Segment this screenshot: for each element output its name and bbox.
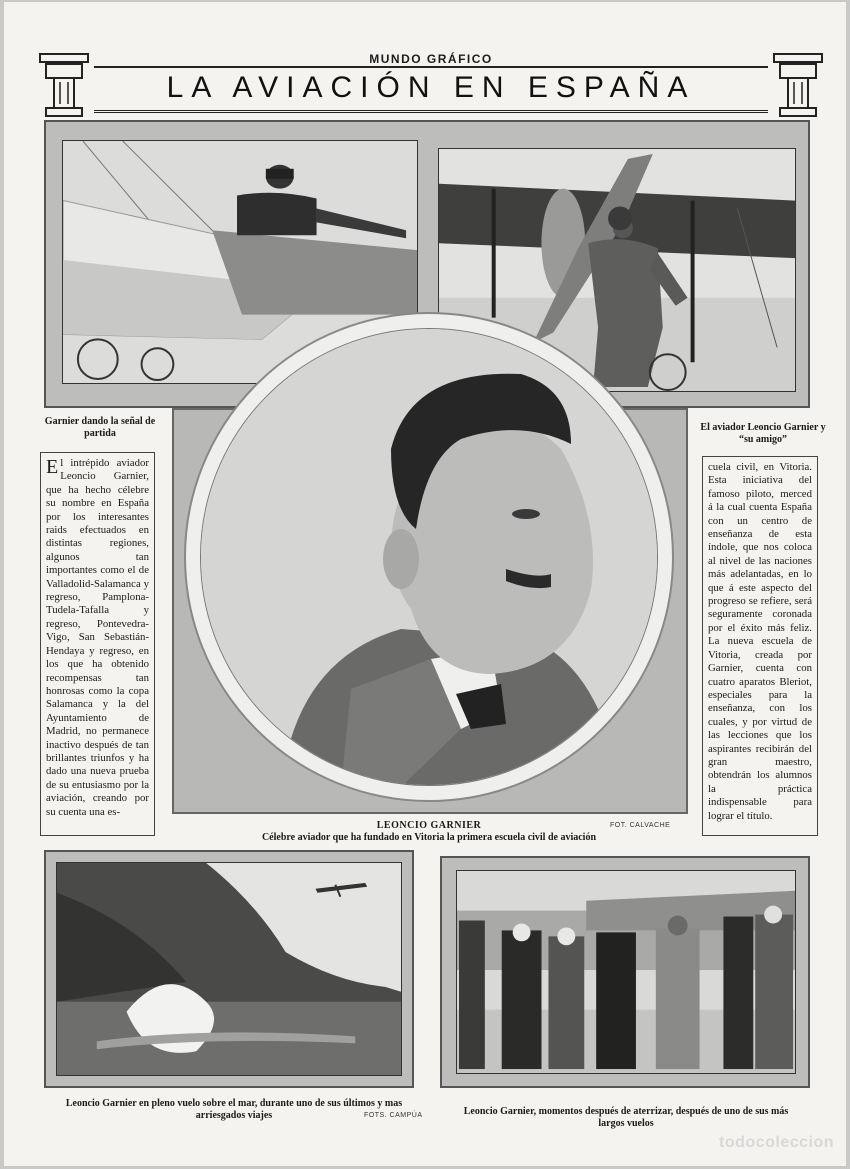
column-capital-ornament	[772, 52, 824, 118]
caption-bottom-right: Leoncio Garnier, momentos después de aterrizar, después de uno de sus más largos vuelos	[463, 1106, 789, 1129]
portrait-photo	[200, 328, 658, 786]
article-column-left	[40, 452, 155, 836]
caption-top-right: El aviador Leoncio Garnier y “su amigo”	[700, 422, 826, 445]
drop-cap: E	[46, 456, 59, 478]
photo-flight-over-sea	[56, 862, 402, 1076]
headline: LA AVIACIÓN EN ESPAÑA	[166, 71, 696, 104]
masthead-bottom-rule	[94, 110, 768, 113]
watermark: todocoleccion	[719, 1134, 834, 1151]
article-text-left: l intrépido aviador Leoncio Garnier, que ha hecho célebre su nombre en España por los interesantes raids efectuados en distintas regiones, algunos tan importantes como el de Valladolid-Salamanca y regreso, Pamplona-Tudela-Tafalla y regreso, Pontevedra-Vigo, San Sebastián-Hendaya y regreso, en los que ha obtenido recompensas tan honrosas como la copa Salamanca y la del Ayuntamiento de Madrid, no permanece inactivo después de tan brillantes triunfos y ha dado una nueva prueba de su entusiasmo por la aviación, creando por su cuenta una es-	[46, 457, 149, 818]
portrait-name: LEONCIO GARNIER	[376, 820, 482, 831]
photo-group-after-landing	[456, 870, 796, 1074]
article-text-right: cuela civil, en Vitoria. Esta iniciativa del famoso piloto, merced á la cual cuenta España con un centro de enseñanza de esta índole, que nos coloca al nivel de las naciones más adelantadas, en lo que á este aspecto del progreso se refiere, será seguramente coronada por el éxito más feliz. La nueva escuela de Vitoria, creada por Garnier, cuenta con cuatro aparatos Bleriot, especiales para la enseñanza, con los cuales, y por virtud de las lecciones que los aspirantes recibirán del gran maestro, obtendrán los alumnos la práctica indispensable para lograr el título.	[708, 461, 812, 822]
publication-name: MUNDO GRÁFICO	[38, 52, 824, 66]
photo-credit-portrait: FOT. CALVACHE	[610, 822, 671, 829]
portrait-description: Célebre aviador que ha fundado en Vitoria la primera escuela civil de aviación	[261, 832, 597, 843]
photo-credit-bottom-left: FOTS. CAMPÚA	[364, 1112, 423, 1119]
masthead-top-rule	[94, 66, 768, 68]
caption-top-left: Garnier dando la señal de partida	[44, 416, 156, 439]
caption-bottom-left: Leoncio Garnier en pleno vuelo sobre el mar, durante uno de sus últimos y mas arriesgados viajes	[65, 1098, 403, 1121]
magazine-page	[4, 2, 846, 1166]
article-column-right	[702, 456, 818, 836]
portrait-caption	[204, 820, 654, 844]
masthead	[38, 52, 824, 118]
